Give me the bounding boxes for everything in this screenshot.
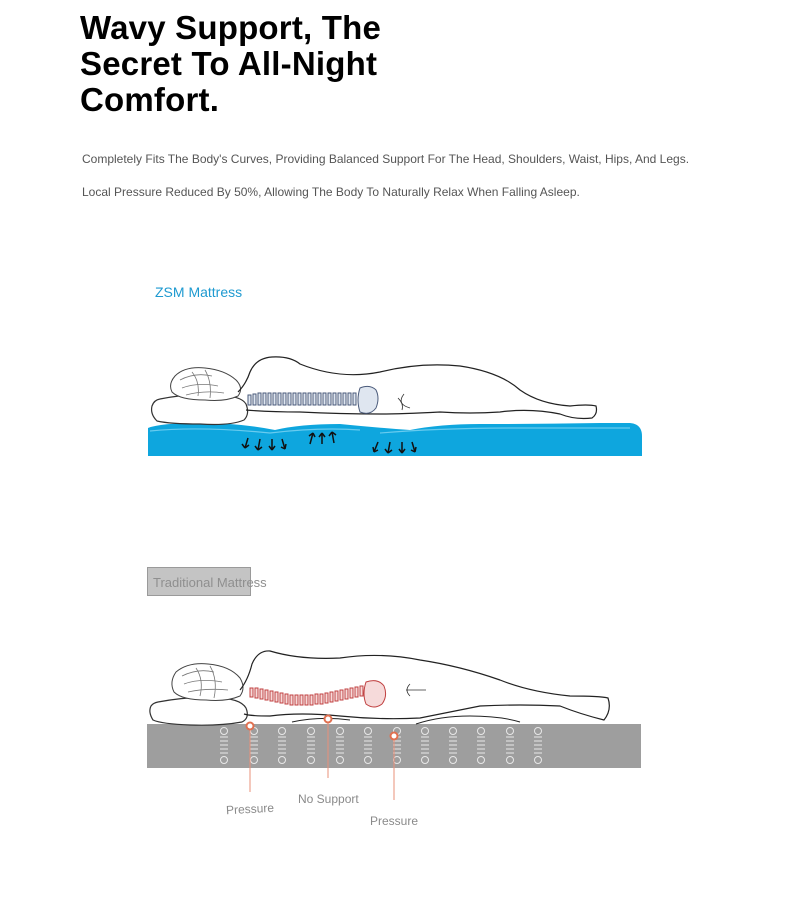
title-line-3: Comfort.	[80, 81, 220, 118]
traditional-pillow	[150, 698, 247, 726]
pressure-marker-2	[391, 733, 398, 740]
no-support-marker	[325, 716, 332, 723]
zsm-illustration	[148, 357, 642, 456]
traditional-body-outline	[240, 651, 609, 720]
zsm-mattress-label: ZSM Mattress	[155, 284, 243, 300]
annotation-pressure-left: Pressure	[225, 800, 275, 818]
traditional-spine	[250, 681, 386, 707]
description-pressure: Local Pressure Reduced By 50%, Allowing The Body To Naturally Relax When Falling Asleep.	[82, 185, 580, 199]
traditional-mattress-label: Traditional Mattress	[153, 575, 267, 590]
title-line-1: Wavy Support, The	[80, 9, 382, 46]
title-line-2: Secret To All-Night	[80, 45, 378, 82]
traditional-head	[172, 664, 243, 701]
zsm-body-outline	[238, 357, 597, 419]
annotation-pressure-right: Pressure	[370, 814, 419, 828]
annotation-no-support: No Support	[298, 792, 359, 806]
zsm-spine	[248, 386, 378, 413]
pressure-marker-1	[247, 723, 254, 730]
description-curves: Completely Fits The Body's Curves, Providing Balanced Support For The Head, Shoulders, Waist, Hips, And Legs.	[82, 152, 690, 166]
traditional-illustration	[147, 651, 641, 800]
